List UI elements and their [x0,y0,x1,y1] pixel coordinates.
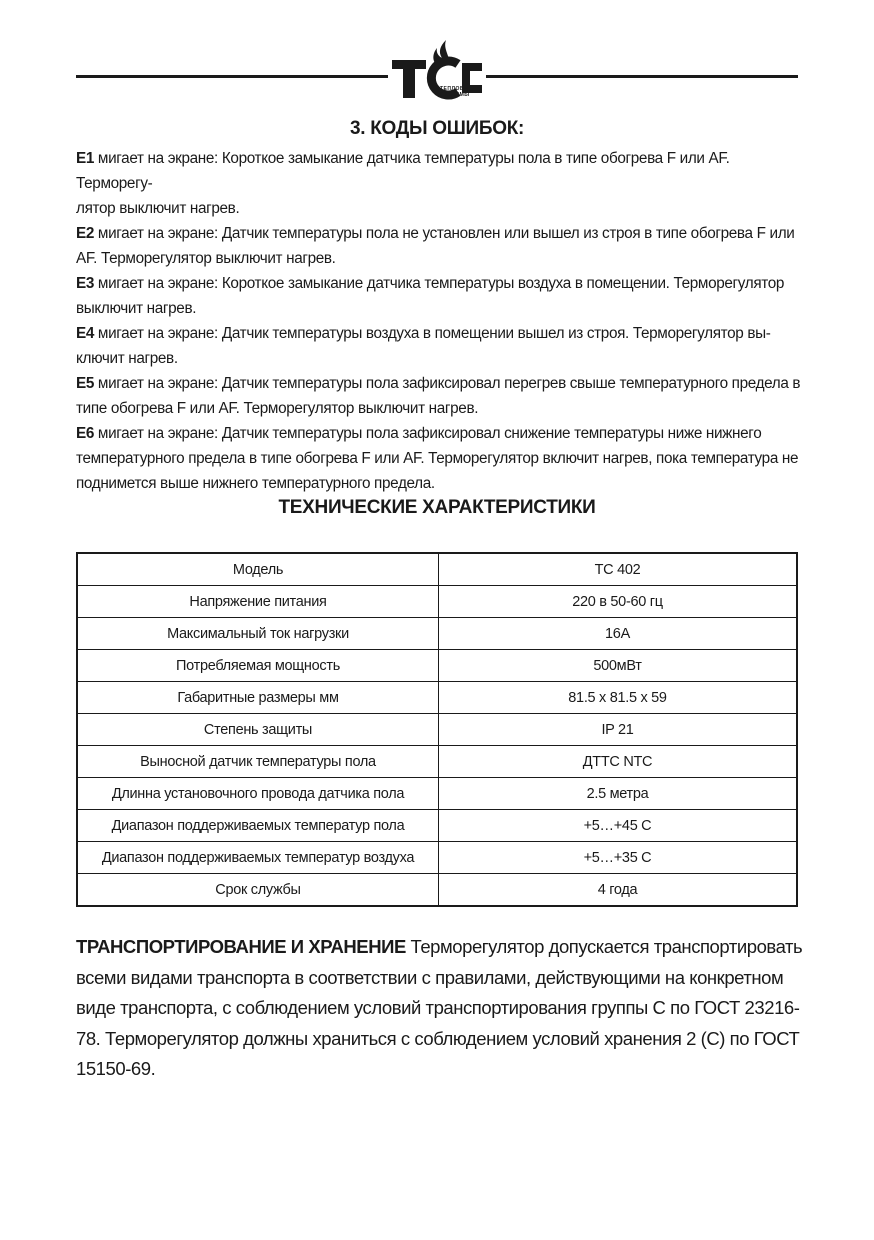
spec-label: Выносной датчик температуры пола [77,746,439,778]
spec-label: Модель [77,553,439,586]
spec-label: Максимальный ток нагрузки [77,618,439,650]
spec-label: Диапазон поддерживаемых температур пола [77,810,439,842]
error-text: мигает на экране: Короткое замыкание датчика температуры пола в типе обогрева F или AF. Терморегу- [76,150,730,192]
specs-table [76,552,798,907]
error-line [76,421,806,446]
transport-text: 15150-69. [76,1058,156,1079]
error-text: лятор выключит нагрев. [76,200,240,217]
error-text: мигает на экране: Короткое замыкание датчика температуры воздуха в помещении. Терморегулятор [94,275,785,292]
transport-text: всеми видами транспорта в соответствии с правилами, действующими на конкретном [76,966,784,988]
error-text: AF. Терморегулятор выключит нагрев. [76,250,336,267]
spec-label: Габаритные размеры мм [77,682,439,714]
transport-line [76,1054,806,1085]
error-text: ключит нагрев. [76,350,178,367]
spec-row [77,874,797,907]
error-line [76,196,806,221]
transport-line [76,932,806,963]
spec-row [77,553,797,586]
spec-label: Потребляемая мощность [77,650,439,682]
logo-subtext: ТЕПЛОВЫЕ СИСТЕМЫ [440,86,474,98]
spec-row [77,682,797,714]
error-code: E4 [76,325,95,342]
spec-label: Напряжение питания [77,586,439,618]
error-line [76,446,806,471]
error-text: мигает на экране: Датчик температуры пола не установлен или вышел из строя в типе обогрева F или [94,225,795,242]
spec-row [77,650,797,682]
error-line [76,271,806,296]
error-line [76,321,806,346]
spec-value: ТС 402 [439,553,798,586]
spec-label: Степень защиты [77,714,439,746]
spec-row [77,714,797,746]
error-text: мигает на экране: Датчик температуры воздуха в помещении вышел из строя. Терморегулятор вы- [94,325,771,342]
spec-label: Длинна установочного провода датчика пола [77,778,439,810]
error-codes-list [76,146,806,496]
transport-line [76,993,806,1024]
error-code: E3 [76,275,95,292]
transport-lead: ТРАНСПОРТИРОВАНИЕ И ХРАНЕНИЕ [76,936,406,957]
error-text: выключит нагрев. [76,300,197,317]
spec-value: 220 в 50-60 гц [439,586,798,618]
transport-line [76,963,806,994]
transport-text: Терморегулятор допускается транспортировать [405,936,803,957]
spec-value: ДТТС NTC [439,746,798,778]
error-text: мигает на экране: Датчик температуры пола зафиксировал снижение температуры ниже нижнего [94,425,762,442]
error-line [76,471,806,496]
spec-value: IP 21 [439,714,798,746]
spec-value: 16А [439,618,798,650]
spec-row [77,842,797,874]
errors-title: 3. КОДЫ ОШИБОК: [349,118,525,139]
error-code: E5 [76,375,95,392]
spec-value: 2.5 метра [439,778,798,810]
error-line [76,396,806,421]
spec-value: +5…+35 С [439,842,798,874]
error-text: температурного предела в типе обогрева F или AF. Терморегулятор включит нагрев, пока температура не [76,450,799,467]
error-line [76,371,806,396]
spec-row [77,746,797,778]
error-line [76,296,806,321]
error-text: мигает на экране: Датчик температуры пола зафиксировал перегрев свыше температурного предела в [94,375,801,392]
error-line [76,246,806,271]
error-line [76,146,806,196]
spec-row [77,586,797,618]
error-text: поднимется выше нижнего температурного предела. [76,475,435,492]
spec-label: Срок службы [77,874,439,907]
error-code: E6 [76,425,95,442]
transport-text: 78. Терморегулятор должны храниться с соблюдением условий хранения 2 (С) по ГОСТ [76,1027,800,1049]
error-text: типе обогрева F или AF. Терморегулятор выключит нагрев. [76,400,479,417]
header-rule-right [486,75,798,78]
error-line [76,221,806,246]
spec-row [77,778,797,810]
header-rule-left [76,75,388,78]
spec-label: Диапазон поддерживаемых температур воздуха [77,842,439,874]
transport-text: виде транспорта, с соблюдением условий транспортирования группы С по ГОСТ 23216- [76,997,800,1018]
error-line [76,346,806,371]
error-code: E2 [76,225,95,242]
spec-value: 500мВт [439,650,798,682]
transport-paragraph [76,932,806,1085]
spec-value: +5…+45 С [439,810,798,842]
spec-row [77,618,797,650]
transport-line [76,1024,806,1055]
spec-row [77,810,797,842]
spec-value: 4 года [439,874,798,907]
specs-title: ТЕХНИЧЕСКИЕ ХАРАКТЕРИСТИКИ [278,497,596,518]
spec-value: 81.5 х 81.5 х 59 [439,682,798,714]
error-code: E1 [76,150,95,167]
